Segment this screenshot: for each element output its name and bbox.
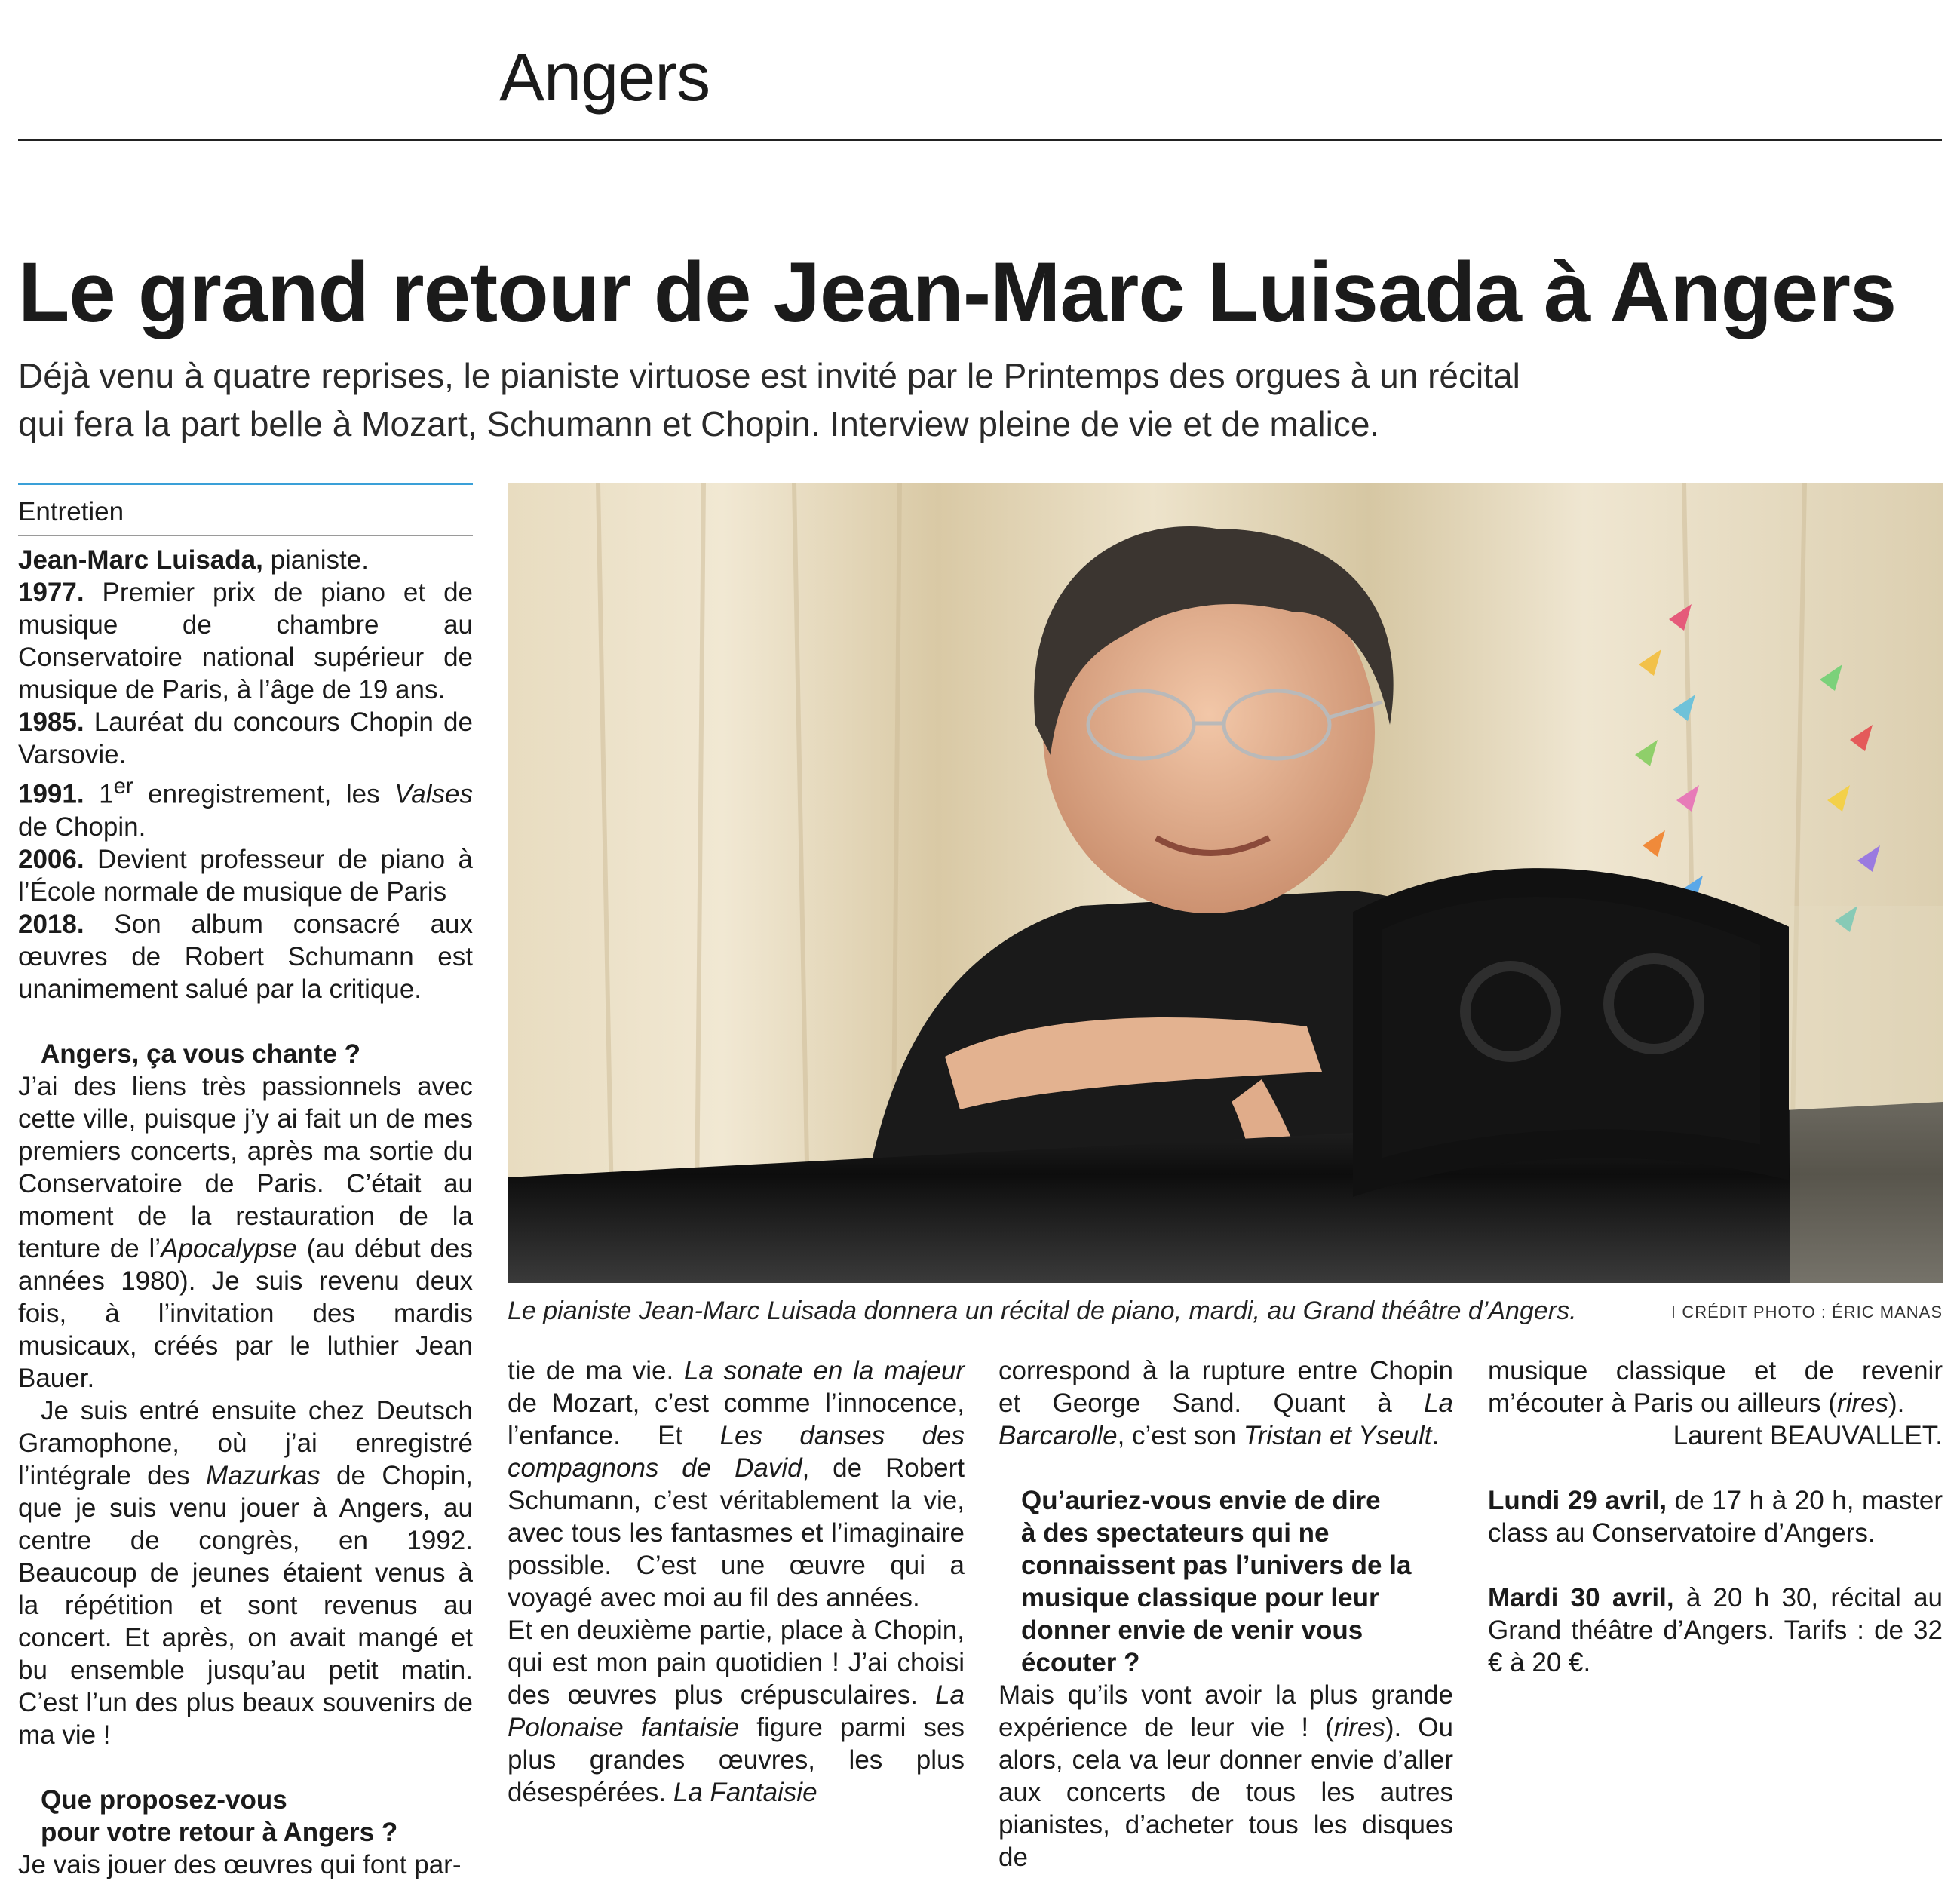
bio-sup: er (113, 775, 133, 799)
bio-text: Premier prix de piano et de musique de chambre au Conservatoire national supérieur de musique de Paris, à l’âge de 19 ans. (18, 578, 473, 704)
event-date: Mardi 30 avril, (1488, 1583, 1674, 1613)
answer-text: Et en deuxième partie, place à Chopin, qui est mon pain quotidien ! J’ai choisi des œuvres plus crépusculaires. (508, 1616, 965, 1710)
bio-intro (18, 544, 473, 576)
answer-italic: Mazurkas (205, 1460, 321, 1490)
bio-year: 1985. (18, 707, 84, 737)
event-text: de 17 h à 20 h, master class au Conservatoire d’Angers. (1488, 1486, 1943, 1548)
event-date: Lundi 29 avril, (1488, 1486, 1667, 1515)
credit-bar (1673, 1306, 1674, 1318)
answer-paragraph (18, 1070, 473, 1395)
bio-year: 2006. (18, 844, 84, 874)
bio-role: pianiste. (262, 545, 369, 575)
caption-text: Le pianiste Jean-Marc Luisada donnera un récital de piano, mardi, au Grand théâtre d’Angers. (508, 1296, 1577, 1325)
bio-text: de Chopin. (18, 812, 146, 842)
kicker: Entretien (18, 485, 473, 536)
answer-italic: rires (1333, 1713, 1385, 1742)
answer-paragraph (1488, 1355, 1943, 1419)
bio-year: 1991. (18, 779, 84, 809)
answer-text: . (1431, 1421, 1440, 1450)
section-title: Angers (499, 40, 710, 115)
article-column-2 (508, 1355, 965, 1809)
pianist-photo-illustration (508, 483, 1943, 1283)
section-rule (18, 139, 1942, 141)
headline: Le grand retour de Jean-Marc Luisada à Angers (18, 245, 1897, 339)
article-photo (508, 483, 1943, 1283)
answer-text: , de Robert Schumann, c’est véritablement la vie, avec tous les fantasmes et l’imaginaire possible. C’est une œuvre qui a voyagé avec moi au fil des années. (508, 1453, 965, 1613)
event-text: à 20 h 30, récital au Grand théâtre d’Angers. Tarifs : de 32 € à 20 €. (1488, 1583, 1943, 1677)
answer-italic: rires (1836, 1389, 1889, 1418)
standfirst-line: qui fera la part belle à Mozart, Schumann et Chopin. Interview pleine de vie et de malice. (18, 404, 1380, 443)
answer-italic: La Polonaise fantaisie (508, 1680, 965, 1742)
photo-caption (508, 1294, 1943, 1327)
bio-entry (18, 771, 473, 843)
question-line: Qu’auriez-vous envie de dire (1021, 1486, 1381, 1515)
answer-italic: La Barcarolle (998, 1389, 1453, 1450)
answer-text: ). (1888, 1389, 1905, 1418)
answer-text: figure parmi ses plus grandes œuvres, les plus désespérées. (508, 1713, 965, 1807)
answer-text: correspond à la rupture entre Chopin et George Sand. Quant à (998, 1356, 1453, 1418)
standfirst (18, 351, 1949, 448)
bio-italic: Valses (394, 779, 473, 809)
bio-name: Jean-Marc Luisada, (18, 545, 263, 575)
author-byline: Laurent BEAUVALLET. (1673, 1421, 1943, 1450)
photo-credit (1673, 1296, 1943, 1329)
answer-text: ). Ou alors, cela va leur donner envie d’aller aux concerts de tous les autres pianistes, d’acheter tous les disques de (998, 1713, 1453, 1872)
event-listing (1488, 1484, 1943, 1549)
bio-text: Lauréat du concours Chopin de Varsovie. (18, 707, 473, 769)
answer-text: tie de ma vie. (508, 1356, 684, 1385)
answer-italic: La sonate en la majeur (683, 1356, 965, 1385)
bio-entry (18, 908, 473, 1005)
answer-italic: Les danses des compagnons de David (508, 1421, 965, 1483)
answer-paragraph (18, 1395, 473, 1751)
answer-paragraph (998, 1355, 1453, 1452)
answer-text: de Chopin, que je suis venu jouer à Angers, au centre de congrès, en 1992. Beaucoup de jeunes étaient venus à la répétition et sont revenus au concert. Et après, on avait mangé et bu ensemble jusqu’au petit matin. C’est l’un des plus beaux souvenirs de ma vie ! (18, 1460, 473, 1750)
article-column-4 (1488, 1355, 1943, 1679)
bio-entry (18, 706, 473, 771)
answer-text: J’ai des liens très passionnels avec cette ville, puisque j’y ai fait un de mes premiers concerts, après ma sortie du Conservatoire de Paris. C’était au moment de la restauration de la tenture de l’ (18, 1071, 473, 1263)
bio-text: enregistrement, les (133, 779, 395, 809)
article-column-1 (18, 483, 473, 1881)
answer-italic: Tristan et Yseult (1243, 1421, 1432, 1450)
music-stand (1367, 882, 1774, 1177)
answer-text: Mais qu’ils vont avoir la plus grande expérience de leur vie ! ( (998, 1680, 1453, 1742)
event-listing (1488, 1582, 1943, 1679)
bio-entry (18, 576, 473, 706)
answer-text: de Mozart, c’est comme l’innocence, l’enfance. Et (508, 1389, 965, 1450)
standfirst-line: Déjà venu à quatre reprises, le pianiste virtuose est invité par le Printemps des orgues à un récital (18, 356, 1520, 395)
answer-text: , c’est son (1117, 1421, 1244, 1450)
answer-text: musique classique et de revenir m’écouter à Paris ou ailleurs ( (1488, 1356, 1943, 1418)
answer-paragraph: Je vais jouer des œuvres qui font par- (18, 1849, 462, 1879)
bio-text: Son album consacré aux œuvres de Robert Schumann est unanimement salué par la critique. (18, 909, 473, 1004)
answer-paragraph (508, 1614, 965, 1809)
question-line: Que proposez-vous (41, 1784, 287, 1815)
bio-year: 1977. (18, 578, 84, 607)
question-line: à des spectateurs qui ne connaissent pas l’univers de la musique classique pour leur donner envie de venir vous écouter ? (1021, 1518, 1412, 1677)
answer-italic: Apocalypse (161, 1233, 297, 1263)
answer-text: Je suis entré ensuite chez Deutsch Gramophone, où j’ai enregistré l’intégrale des (18, 1395, 473, 1490)
article-column-3 (998, 1355, 1453, 1873)
bio-year: 2018. (18, 909, 84, 939)
bio-text: Devient professeur de piano à l’École normale de musique de Paris (18, 844, 473, 907)
answer-italic: La Fantaisie (673, 1778, 817, 1807)
question-2 (18, 1784, 473, 1849)
bio-entry (18, 843, 473, 908)
answer-paragraph (508, 1355, 965, 1614)
question-3 (998, 1484, 1453, 1679)
credit-text: CRÉDIT PHOTO : ÉRIC MANAS (1682, 1303, 1943, 1321)
bio-text: 1 (84, 779, 114, 809)
question-1: Angers, ça vous chante ? (41, 1039, 361, 1069)
question-line: pour votre retour à Angers ? (41, 1817, 398, 1847)
answer-paragraph (998, 1679, 1453, 1873)
answer-text: (au début des années 1980). Je suis revenu deux fois, à l’invitation des mardis musicaux, créés par le luthier Jean Bauer. (18, 1233, 473, 1393)
